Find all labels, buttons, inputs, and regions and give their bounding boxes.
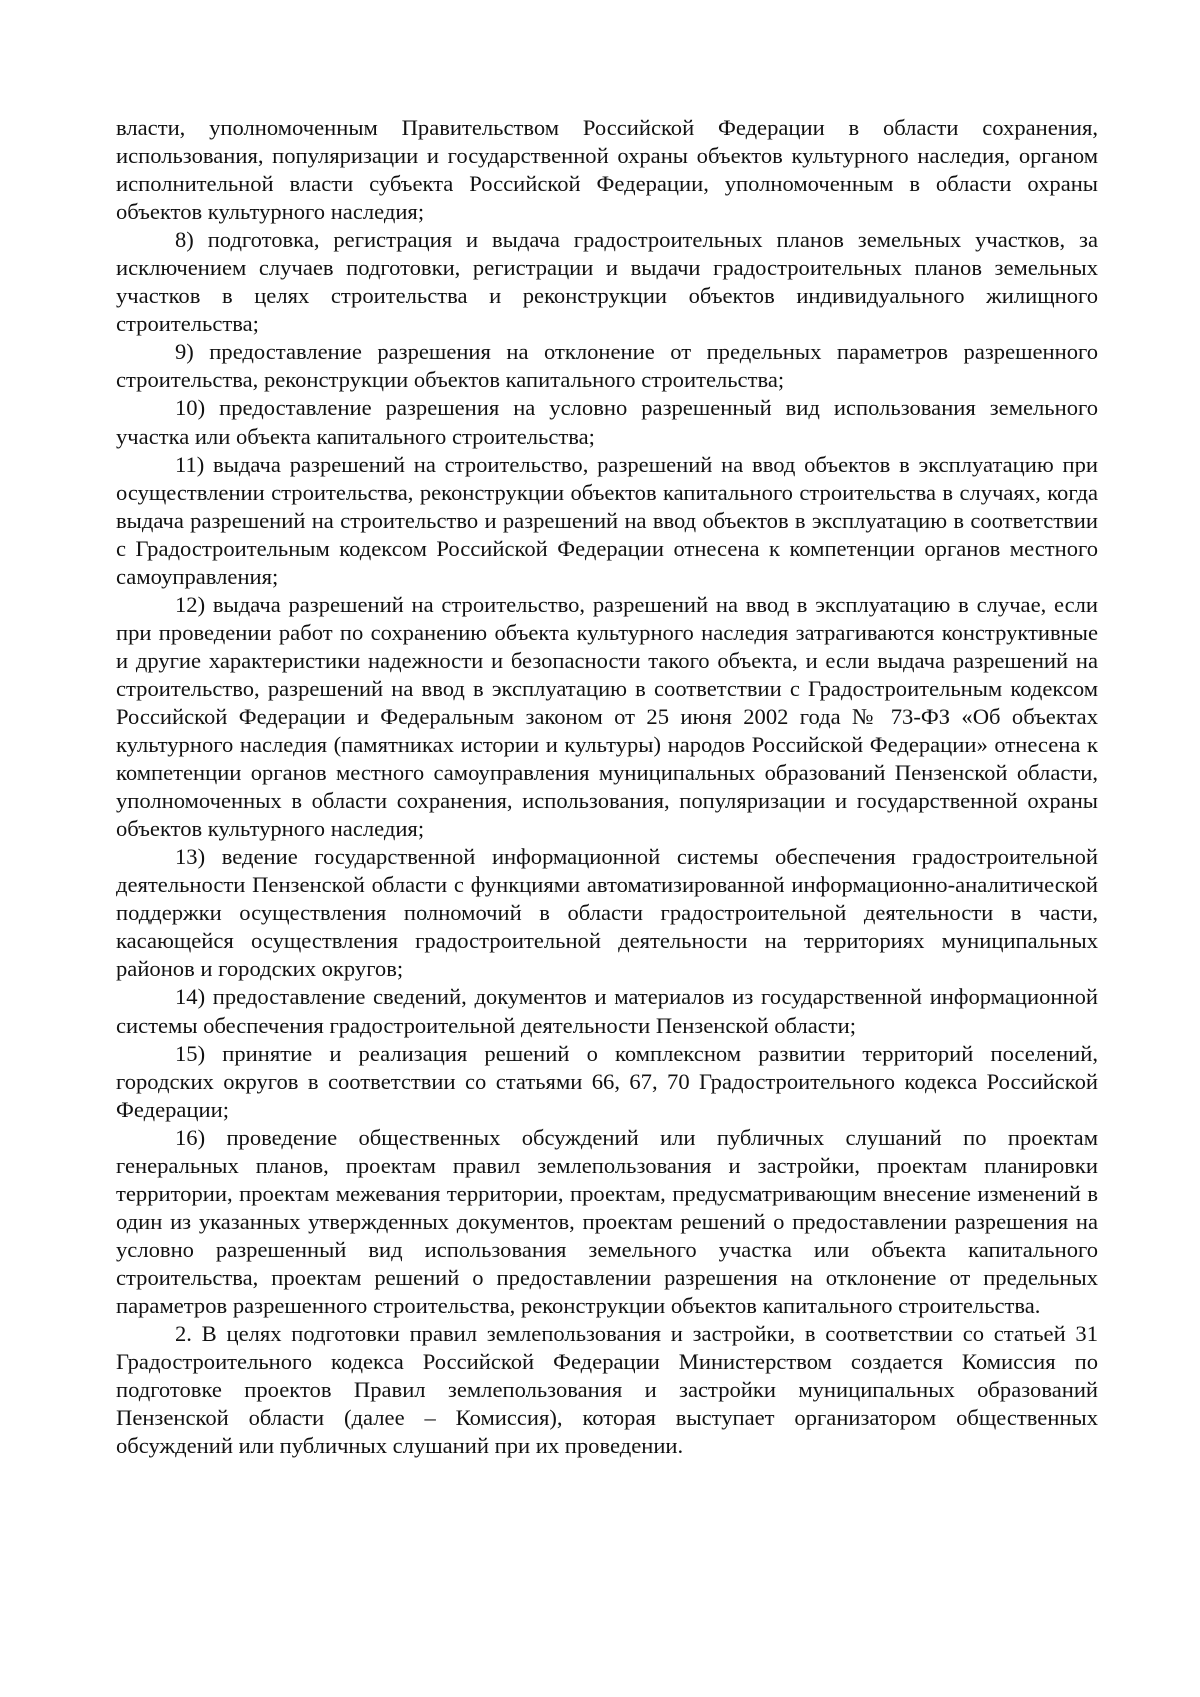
paragraph-item-15: 15) принятие и реализация решений о комплексном развитии территорий поселений, городских округов в соответствии со статьями 66, 67, 70 Градостроительного кодекса Российской Федерации;	[116, 1040, 1098, 1122]
paragraph-item-9: 9) предоставление разрешения на отклонение от предельных параметров разрешенного строительства, реконструкции объектов капитального строительства;	[116, 339, 1098, 393]
paragraph-item-8: 8) подготовка, регистрация и выдача градостроительных планов земельных участков, за исключением случаев подготовки, регистрации и выдачи градостроительных планов земельных участков в целях строительства и реконструкции объектов индивидуального жилищного строительства;	[116, 227, 1098, 337]
paragraph-item-10: 10) предоставление разрешения на условно разрешенный вид использования земельного участка или объекта капитального строительства;	[116, 395, 1098, 449]
paragraph-item-16: 16) проведение общественных обсуждений или публичных слушаний по проектам генеральных планов, проектам правил землепользования и застройки, проектам планировки территории, проектам межевания территории, проектам, предусматривающим внесение изменений в один из указанных утвержденных документов, проектам решений о предоставлении разрешения на условно разрешенный вид использования земельного участка или объекта капитального строительства, проектам решений о предоставлении разрешения на отклонение от предельных параметров разрешенного строительства, реконструкции объектов капитального строительства.	[116, 1124, 1098, 1318]
paragraph-item-13: 13) ведение государственной информационной системы обеспечения градостроительной деятельности Пензенской области с функциями автоматизированной информационно-аналитической поддержки осуществления полномочий в области градостроительной деятельности в части, касающейся осуществления градостроительной деятельности на территориях муниципальных районов и городских округов;	[116, 844, 1098, 982]
paragraph-section-2: 2. В целях подготовки правил землепользования и застройки, в соответствии со статьей 31 Градостроительного кодекса Российской Федерации Министерством создается Комиссия по подготовке проектов Правил землепользования и застройки муниципальных образований Пензенской области (далее – Комиссия), которая выступает организатором общественных обсуждений или публичных слушаний при их проведении.	[116, 1321, 1098, 1459]
paragraph-item-14: 14) предоставление сведений, документов и материалов из государственной информационной системы обеспечения градостроительной деятельности Пензенской области;	[116, 984, 1098, 1038]
document-page	[116, 114, 1098, 1460]
paragraph-continuation: власти, уполномоченным Правительством Российской Федерации в области сохранения, использования, популяризации и государственной охраны объектов культурного наследия, органом исполнительной власти субъекта Российской Федерации, уполномоченным в области охраны объектов культурного наследия;	[116, 115, 1098, 225]
paragraph-item-11: 11) выдача разрешений на строительство, разрешений на ввод объектов в эксплуатацию при осуществлении строительства, реконструкции объектов капитального строительства в случаях, когда выдача разрешений на строительство и разрешений на ввод объектов в эксплуатацию в соответствии с Градостроительным кодексом Российской Федерации отнесена к компетенции органов местного самоуправления;	[116, 451, 1098, 589]
paragraph-item-12: 12) выдача разрешений на строительство, разрешений на ввод в эксплуатацию в случае, если при проведении работ по сохранению объекта культурного наследия затрагиваются конструктивные и другие характеристики надежности и безопасности такого объекта, и если выдача разрешений на строительство, разрешений на ввод в эксплуатацию в соответствии с Градостроительным кодексом Российской Федерации и Федеральным законом от 25 июня 2002 года № 73-ФЗ «Об объектах культурного наследия (памятниках истории и культуры) народов Российской Федерации» отнесена к компетенции органов местного самоуправления муниципальных образований Пензенской области, уполномоченных в области сохранения, использования, популяризации и государственной охраны объектов культурного наследия;	[116, 591, 1098, 842]
